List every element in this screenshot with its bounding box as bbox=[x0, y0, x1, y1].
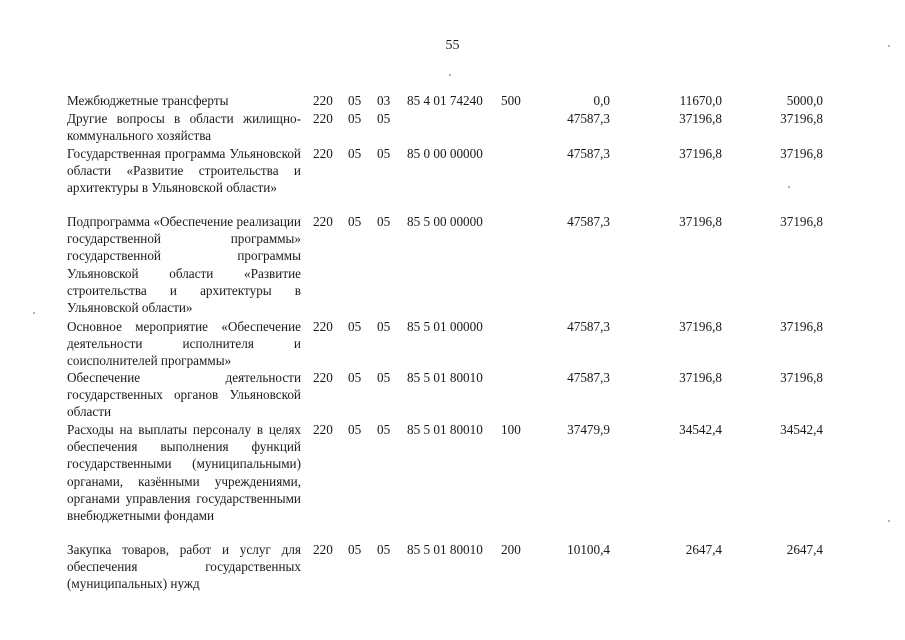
cell-value-1: 47587,3 bbox=[567, 319, 610, 334]
cell-value-1: 37479,9 bbox=[567, 422, 610, 437]
scan-speck bbox=[33, 312, 35, 314]
row-name: Закупка товаров, работ и услуг для обеспечения государственных (муниципальных) нужд bbox=[67, 542, 301, 592]
cell-subsection: 05 bbox=[377, 422, 391, 437]
cell-value-1: 47587,3 bbox=[567, 214, 610, 229]
cell-target-code: 85 0 00 00000 bbox=[407, 146, 483, 161]
cell-subsection: 03 bbox=[377, 93, 391, 108]
scan-speck bbox=[888, 45, 890, 47]
cell-value-3: 34542,4 bbox=[780, 422, 823, 437]
cell-admin: 220 bbox=[313, 214, 333, 229]
cell-subsection: 05 bbox=[377, 370, 391, 385]
cell-target-code: 85 5 00 00000 bbox=[407, 214, 483, 229]
row-name: Государственная программа Ульяновской области «Развитие строительства и архитектуры в Ульяновской области» bbox=[67, 146, 301, 196]
page-number: 55 bbox=[445, 38, 460, 53]
row-name: Подпрограмма «Обеспечение реализации государственной программы» государственной программы Ульяновской области «Развитие строительства и архитектуры в Ульяновской области» bbox=[67, 214, 301, 316]
cell-expense-type: 100 bbox=[501, 422, 521, 437]
cell-expense-type: 200 bbox=[501, 542, 521, 557]
cell-section: 05 bbox=[348, 542, 362, 557]
cell-admin: 220 bbox=[313, 111, 333, 126]
cell-target-code: 85 5 01 80010 bbox=[407, 542, 483, 557]
cell-value-3: 37196,8 bbox=[780, 370, 823, 385]
scan-speck bbox=[788, 186, 790, 188]
cell-subsection: 05 bbox=[377, 319, 391, 334]
cell-admin: 220 bbox=[313, 542, 333, 557]
cell-value-3: 37196,8 bbox=[780, 111, 823, 126]
row-name: Межбюджетные трансферты bbox=[67, 93, 229, 108]
row-name: Расходы на выплаты персоналу в целях обеспечения выполнения функций государственными (муниципальными) органами, казёнными учреждениями, органами управления государственными внебюджетными фондами bbox=[67, 422, 301, 524]
cell-section: 05 bbox=[348, 319, 362, 334]
cell-expense-type: 500 bbox=[501, 93, 521, 108]
cell-value-2: 37196,8 bbox=[679, 370, 722, 385]
cell-value-3: 5000,0 bbox=[786, 93, 823, 108]
cell-value-1: 0,0 bbox=[593, 93, 610, 108]
cell-target-code: 85 5 01 00000 bbox=[407, 319, 483, 334]
cell-value-1: 47587,3 bbox=[567, 146, 610, 161]
cell-target-code: 85 4 01 74240 bbox=[407, 93, 483, 108]
cell-value-2: 37196,8 bbox=[679, 146, 722, 161]
cell-value-2: 37196,8 bbox=[679, 214, 722, 229]
cell-value-1: 47587,3 bbox=[567, 111, 610, 126]
cell-value-1: 10100,4 bbox=[567, 542, 610, 557]
cell-value-2: 37196,8 bbox=[679, 319, 722, 334]
cell-value-2: 37196,8 bbox=[679, 111, 722, 126]
cell-admin: 220 bbox=[313, 93, 333, 108]
cell-value-3: 2647,4 bbox=[786, 542, 823, 557]
cell-subsection: 05 bbox=[377, 146, 391, 161]
cell-value-2: 34542,4 bbox=[679, 422, 722, 437]
cell-target-code: 85 5 01 80010 bbox=[407, 370, 483, 385]
cell-subsection: 05 bbox=[377, 542, 391, 557]
cell-subsection: 05 bbox=[377, 214, 391, 229]
cell-section: 05 bbox=[348, 370, 362, 385]
cell-value-3: 37196,8 bbox=[780, 319, 823, 334]
cell-section: 05 bbox=[348, 146, 362, 161]
cell-target-code: 85 5 01 80010 bbox=[407, 422, 483, 437]
cell-section: 05 bbox=[348, 422, 362, 437]
row-name: Другие вопросы в области жилищно-коммунального хозяйства bbox=[67, 111, 301, 144]
cell-value-2: 11670,0 bbox=[679, 93, 722, 108]
cell-section: 05 bbox=[348, 93, 362, 108]
cell-admin: 220 bbox=[313, 319, 333, 334]
cell-section: 05 bbox=[348, 111, 362, 126]
cell-admin: 220 bbox=[313, 422, 333, 437]
cell-subsection: 05 bbox=[377, 111, 391, 126]
cell-value-1: 47587,3 bbox=[567, 370, 610, 385]
cell-admin: 220 bbox=[313, 146, 333, 161]
cell-value-3: 37196,8 bbox=[780, 214, 823, 229]
cell-value-2: 2647,4 bbox=[685, 542, 722, 557]
cell-section: 05 bbox=[348, 214, 362, 229]
scan-speck bbox=[888, 520, 890, 522]
scan-speck bbox=[449, 74, 451, 76]
cell-admin: 220 bbox=[313, 370, 333, 385]
row-name: Обеспечение деятельности государственных органов Ульяновской области bbox=[67, 370, 301, 420]
cell-value-3: 37196,8 bbox=[780, 146, 823, 161]
row-name: Основное мероприятие «Обеспечение деятельности исполнителя и соисполнителей программы» bbox=[67, 319, 301, 369]
